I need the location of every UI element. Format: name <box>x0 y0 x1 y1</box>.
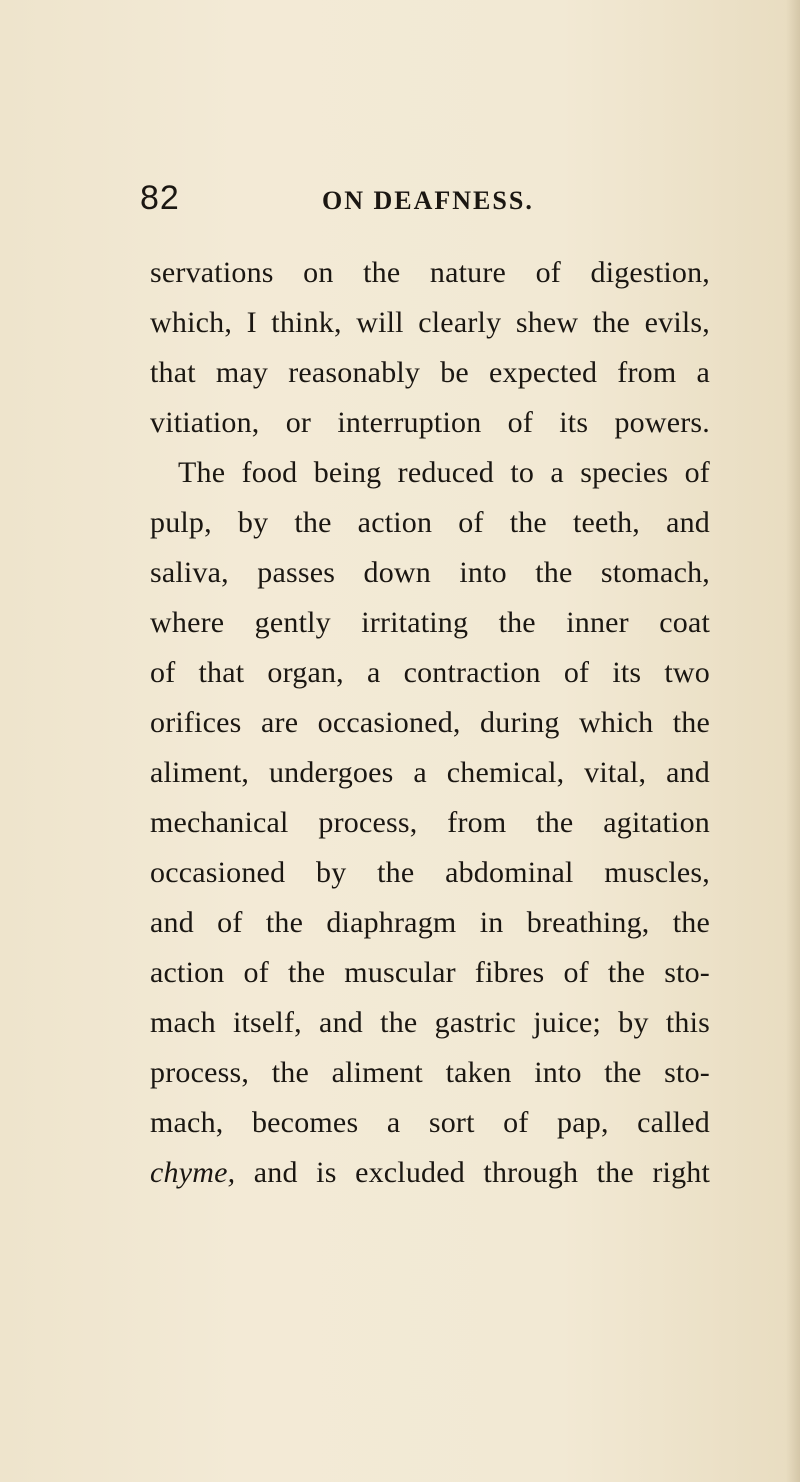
text-line-2: which, I think, will clearly shew the evils, <box>150 306 710 339</box>
running-head: ON DEAFNESS. <box>322 186 534 215</box>
text-line-15: action of the muscular fibres of the sto- <box>150 956 710 989</box>
body-text <box>150 248 710 1198</box>
text-line-6: pulp, by the action of the teeth, and <box>150 506 710 539</box>
text-line-19-rest: and is excluded through the right <box>253 1156 711 1189</box>
text-line-19 <box>150 1148 710 1198</box>
page-edge-shadow <box>786 0 800 1482</box>
text-line-13: occasioned by the abdominal muscles, <box>150 856 710 889</box>
text-line-11: aliment, undergoes a chemical, vital, and <box>150 756 710 789</box>
text-line-8: where gently irritating the inner coat <box>150 606 710 639</box>
text-line-17: process, the aliment taken into the sto- <box>150 1056 710 1089</box>
text-line-1: servations on the nature of digestion, <box>150 256 710 289</box>
text-line-4: vitiation, or interruption of its powers. <box>150 406 710 439</box>
text-line-10: orifices are occasioned, during which the <box>150 706 710 739</box>
text-line-12: mechanical process, from the agitation <box>150 806 710 839</box>
page-header <box>140 178 700 218</box>
text-line-16: mach itself, and the gastric juice; by this <box>150 1006 710 1039</box>
text-line-3: that may reasonably be expected from a <box>150 356 710 389</box>
italic-term: chyme, <box>150 1156 236 1189</box>
text-line-5: The food being reduced to a species of <box>178 456 710 489</box>
text-line-14: and of the diaphragm in breathing, the <box>150 906 710 939</box>
text-line-7: saliva, passes down into the stomach, <box>150 556 710 589</box>
text-line-18: mach, becomes a sort of pap, called <box>150 1106 710 1139</box>
page-number: 82 <box>140 179 180 217</box>
text-line-9: of that organ, a contraction of its two <box>150 656 710 689</box>
